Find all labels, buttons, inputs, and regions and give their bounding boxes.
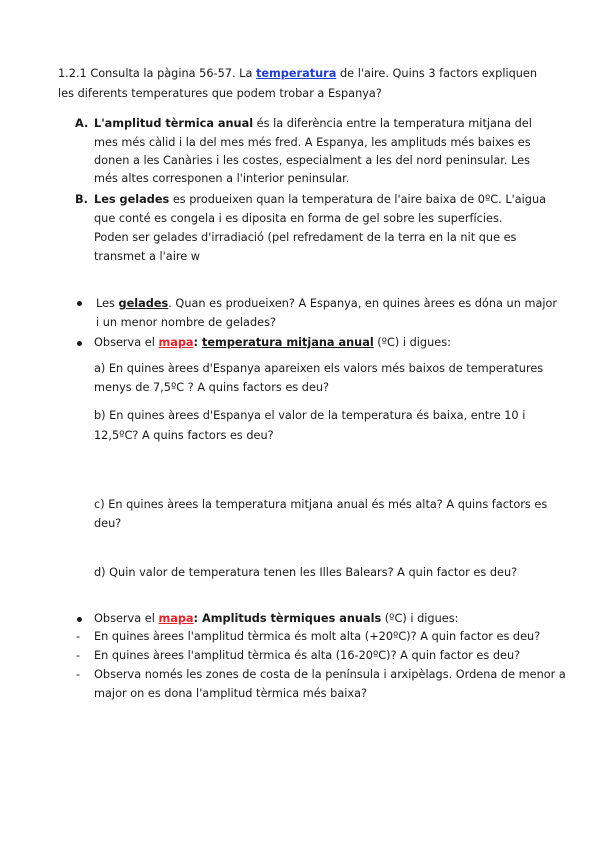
question-c-line-2: deu? [94,517,122,530]
answer-a-marker: A. [75,117,89,130]
answer-a-line-4: més altes corresponen a l'interior peninsular. [94,172,350,185]
answer-a-line-2: mes més càlid i la del mes més fred. A Espanya, les amplituds més baixes es [94,136,531,149]
mapa-link[interactable]: mapa [158,612,194,625]
answer-b-line-3: Poden ser gelades d'irradiació (pel refredament de la terra en la nit que es [94,231,517,244]
answer-a-title: L'amplitud tèrmica anual [94,117,254,130]
temperatura-link[interactable]: temperatura [255,67,337,80]
question-b-line-1: b) En quines àrees d'Espanya el valor de la temperatura és baixa, entre 10 i [94,409,526,422]
answer-b-text: es produeixen quan la temperatura de l'aire baixa de 0ºC. L'aigua [169,193,547,206]
temp-map-colon: : [193,336,202,349]
bullet-dot [77,617,82,622]
amp-map-pre: Observa el [94,612,159,625]
amp-map-title: Amplituds tèrmiques anuals [202,612,382,625]
temp-map-title: temperatura mitjana anual [202,336,374,349]
intro-text-end: de l'aire. Quins 3 factors expliquen [336,67,538,80]
dash-item-1: En quines àrees l'amplitud tèrmica és molt alta (+20ºC)? A quin factor es deu? [94,630,541,643]
amp-map-line [94,613,458,624]
temp-map-pre: Observa el [94,336,159,349]
dash-item-3-line-2: major on es dona l'amplitud tèrmica més baixa? [94,687,367,700]
gelades-line-1 [96,298,557,309]
dash-marker: - [76,649,81,662]
dash-item-3-line-1: Observa només les zones de costa de la península i arxipèlags. Ordena de menor a [94,668,566,681]
question-a-line-1: a) En quines àrees d'Espanya apareixen els valors més baixos de temperatures [94,362,544,375]
intro-text: 1.2.1 Consulta la pàgina 56-57. La [58,67,256,80]
gelades-pre: Les [96,297,119,310]
dash-item-2: En quines àrees l'amplitud tèrmica és alta (16-20ºC)? A quin factor es deu? [94,649,521,662]
mapa-link[interactable]: mapa [158,336,194,349]
answer-a-line-1 [94,118,532,129]
answer-b-marker: B. [75,193,88,206]
temp-map-line [94,337,451,348]
temp-map-post: (ºC) i digues: [373,336,451,349]
dash-marker: - [76,630,81,643]
gelades-text: . Quan es produeixen? A Espanya, en quines àrees es dóna un major [168,297,558,310]
question-c-line-1: c) En quines àrees la temperatura mitjana anual és més alta? A quins factors es [94,498,548,511]
amp-map-post: (ºC) i digues: [381,612,459,625]
intro-line-2: les diferents temperatures que podem trobar a Espanya? [58,87,382,100]
gelades-term: gelades [118,297,169,310]
answer-a-text: és la diferència entre la temperatura mitjana del [253,117,532,130]
bullet-dot [77,341,82,346]
answer-b-line-1 [94,194,546,205]
answer-b-line-2: que conté es congela i es diposita en forma de gel sobre les superfícies. [94,212,503,225]
dash-marker: - [76,668,81,681]
answer-b-title: Les gelades [94,193,170,206]
answer-a-line-3: donen a les Canàries i les costes, especialment a les del nord peninsular. Les [94,154,530,167]
question-b-line-2: 12,5ºC? A quins factors es deu? [94,429,274,442]
answer-b-line-4: transmet a l'aire w [94,250,201,263]
question-a-line-2: menys de 7,5ºC ? A quins factors es deu? [94,381,330,394]
intro-line-1 [58,68,537,79]
gelades-line-2: i un menor nombre de gelades? [96,316,276,329]
question-d-line-1: d) Quin valor de temperatura tenen les Illes Balears? A quin factor es deu? [94,566,518,579]
bullet-dot [77,301,82,306]
amp-map-colon: : [193,612,202,625]
